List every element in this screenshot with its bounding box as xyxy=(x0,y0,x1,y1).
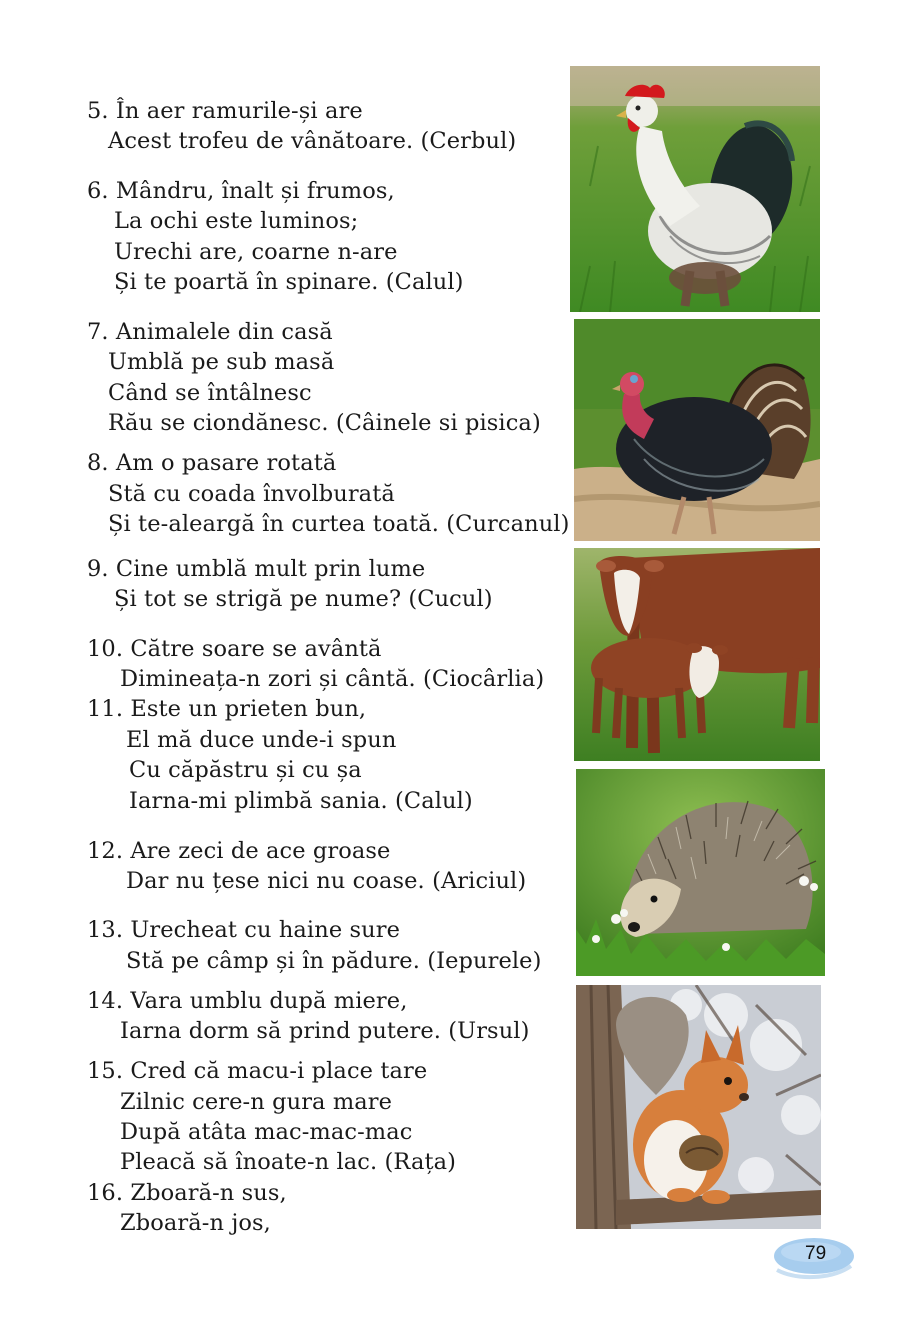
riddle-5-line-1: 5. În aer ramurile-și are xyxy=(87,98,363,124)
riddle-11-line-4: Iarna-mi plimbă sania. (Calul) xyxy=(129,788,473,814)
riddle-10-line-2: Dimineața-n zori și cântă. (Ciocârlia) xyxy=(120,666,545,692)
riddle-15-line-1: 15. Cred că macu-i place tare xyxy=(87,1058,428,1084)
riddle-9-line-2: Și tot se strigă pe nume? (Cucul) xyxy=(114,586,493,612)
riddle-5-line-2: Acest trofeu de vânătoare. (Cerbul) xyxy=(108,128,517,154)
riddle-10-line-1: 10. Către soare se avântă xyxy=(87,636,382,662)
riddle-9-line-1: 9. Cine umblă mult prin lume xyxy=(87,556,426,582)
riddle-14-line-2: Iarna dorm să prind putere. (Ursul) xyxy=(120,1018,530,1044)
hedgehog-photo xyxy=(576,769,825,976)
rooster-photo xyxy=(570,66,820,312)
riddle-13-line-2: Stă pe câmp și în pădure. (Iepurele) xyxy=(126,948,542,974)
turkey-photo xyxy=(574,319,820,541)
riddle-8-line-3: Și te-aleargă în curtea toată. (Curcanul) xyxy=(108,511,570,537)
riddle-14-line-1: 14. Vara umblu după miere, xyxy=(87,988,408,1014)
riddle-8-line-1: 8. Am o pasare rotată xyxy=(87,450,337,476)
riddle-16-line-2: Zboară-n jos, xyxy=(120,1210,271,1236)
riddle-12-line-2: Dar nu țese nici nu coase. (Ariciul) xyxy=(126,868,527,894)
squirrel-photo xyxy=(576,985,821,1229)
cow-and-calf-photo xyxy=(574,548,820,761)
riddle-11-line-1: 11. Este un prieten bun, xyxy=(87,696,367,722)
riddle-6-line-2: La ochi este luminos; xyxy=(114,208,359,234)
riddle-7-line-1: 7. Animalele din casă xyxy=(87,319,333,345)
page-number: 79 xyxy=(805,1243,827,1264)
riddle-7-line-4: Rău se ciondănesc. (Câinele si pisica) xyxy=(108,410,541,436)
riddle-8-line-2: Stă cu coada învolburată xyxy=(108,481,395,507)
riddle-11-line-2: El mă duce unde-i spun xyxy=(126,727,397,753)
riddle-12-line-1: 12. Are zeci de ace groase xyxy=(87,838,391,864)
riddle-11-line-3: Cu căpăstru și cu șa xyxy=(129,757,362,783)
riddle-15-line-2: Zilnic cere-n gura mare xyxy=(120,1089,393,1115)
riddle-6-line-1: 6. Mândru, înalt și frumos, xyxy=(87,178,395,204)
riddle-7-line-2: Umblă pe sub masă xyxy=(108,349,335,375)
riddle-6-line-4: Și te poartă în spinare. (Calul) xyxy=(114,269,464,295)
riddle-6-line-3: Urechi are, coarne n-are xyxy=(114,239,398,265)
riddle-7-line-3: Când se întâlnesc xyxy=(108,380,312,406)
riddle-16-line-1: 16. Zboară-n sus, xyxy=(87,1180,287,1206)
riddle-13-line-1: 13. Urecheat cu haine sure xyxy=(87,917,400,943)
riddle-15-line-3: După atâta mac-mac-mac xyxy=(120,1119,413,1145)
riddle-15-line-4: Pleacă să înoate-n lac. (Rața) xyxy=(120,1149,456,1175)
